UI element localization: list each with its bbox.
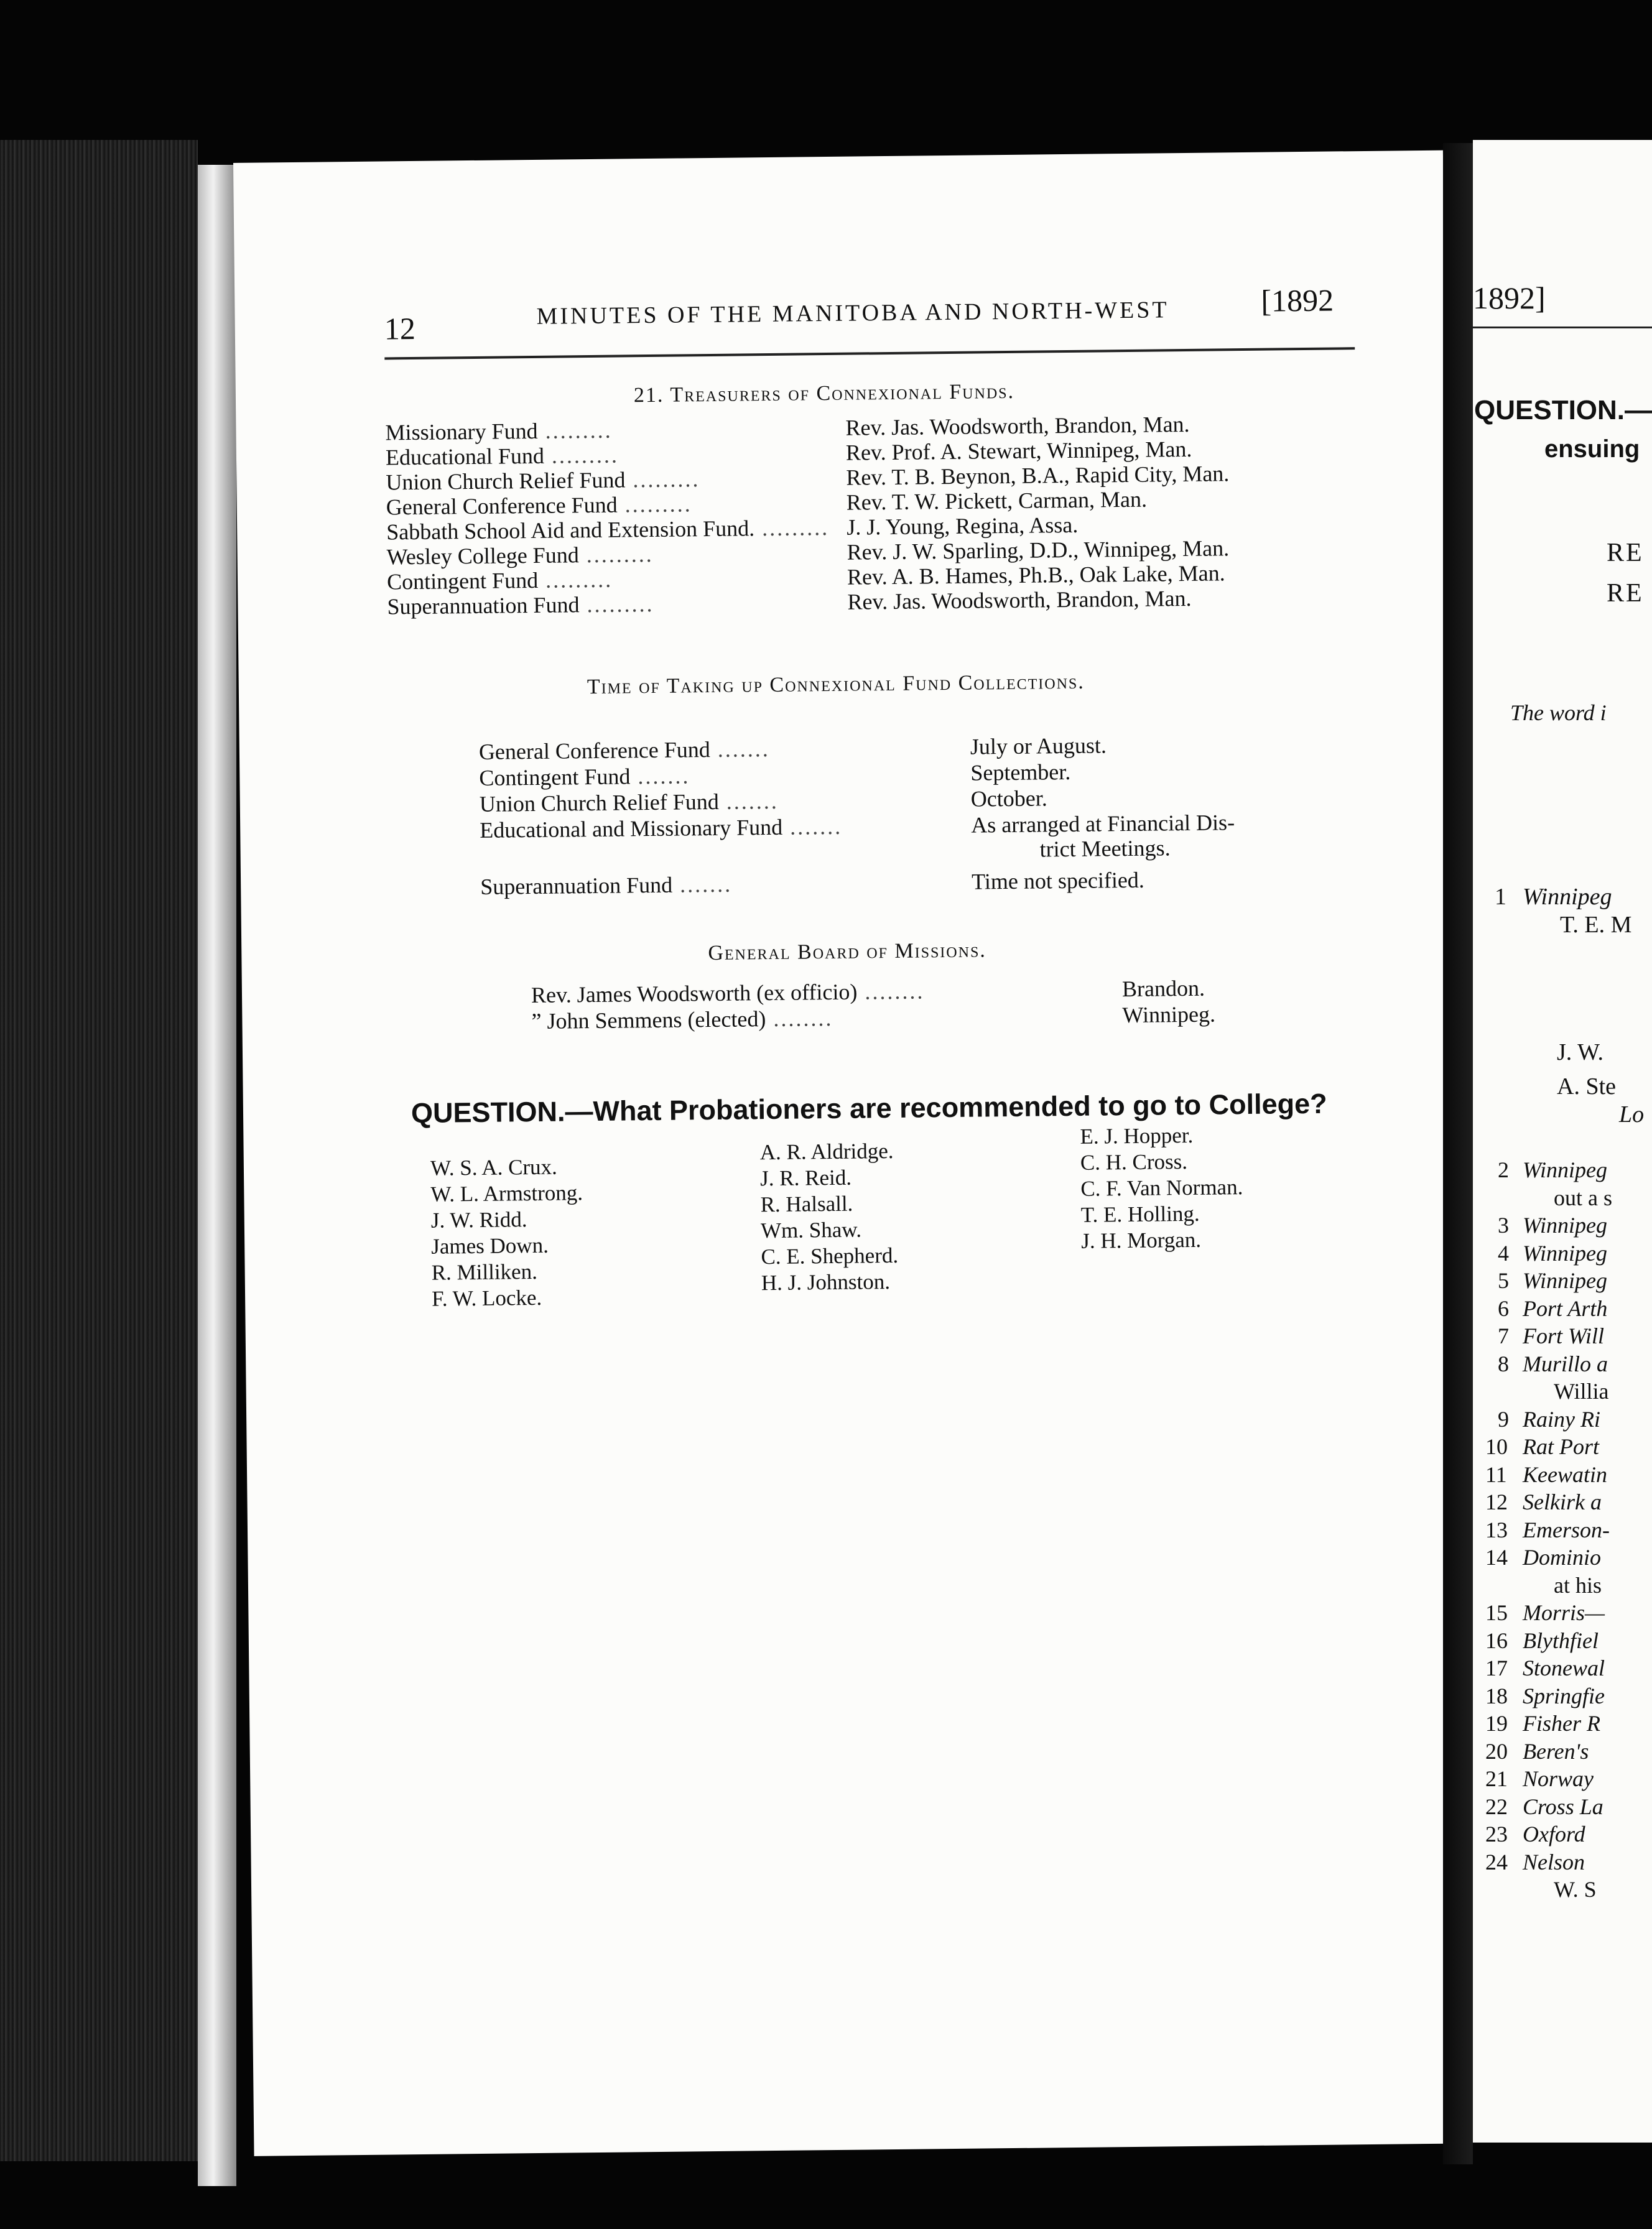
leader-dots: ......... <box>537 567 613 593</box>
fund-name: Superannuation Fund <box>387 592 580 619</box>
collection-fund: General Conference Fund <box>478 737 710 764</box>
entry-text: Dominio <box>1523 1545 1601 1570</box>
entry-text: Fisher R <box>1523 1711 1600 1736</box>
entry-text: Springfie <box>1523 1683 1605 1708</box>
entry-text: Nelson <box>1523 1849 1585 1874</box>
entry-number: 2 <box>1498 1157 1509 1182</box>
collection-row <box>480 866 1351 898</box>
page-gutter <box>1443 143 1473 2164</box>
right-entry-1: Winnipeg <box>1523 884 1612 910</box>
entry-number: 24 <box>1485 1849 1508 1874</box>
entry-number: 6 <box>1498 1295 1509 1321</box>
entry-number: 13 <box>1485 1517 1508 1542</box>
collections-title: Time of Taking up Connexional Fund Collections. <box>587 670 1085 699</box>
header-year: [1892 <box>1261 282 1334 318</box>
leader-dots: ......... <box>754 514 830 541</box>
board-member: Rev. James Woodsworth (ex officio) <box>531 979 858 1008</box>
treasurer-name: Rev. T. W. Pickett, Carman, Man. <box>846 486 1148 515</box>
right-year: 1892] <box>1473 280 1546 315</box>
treasurer-name: Rev. A. B. Hames, Ph.B., Oak Lake, Man. <box>847 560 1225 590</box>
fund-name: Wesley College Fund <box>386 542 579 570</box>
collection-time: Time not specified. <box>971 867 1145 894</box>
entry-number: 23 <box>1485 1822 1508 1847</box>
probationer-name: R. Milliken. <box>431 1259 538 1285</box>
entry-text: Cross La <box>1523 1794 1603 1819</box>
board-title: General Board of Missions. <box>708 938 987 965</box>
collection-fund: Union Church Relief Fund <box>479 789 719 817</box>
entry-number: 7 <box>1498 1323 1509 1348</box>
entry-number: 20 <box>1485 1738 1508 1764</box>
entry-number: 18 <box>1485 1683 1508 1708</box>
entry-number: 9 <box>1498 1406 1509 1432</box>
entry-number: 22 <box>1485 1794 1508 1819</box>
fund-name: Union Church Relief Fund <box>386 467 626 495</box>
right-page <box>1473 140 1652 2143</box>
entry-number: 5 <box>1498 1268 1509 1293</box>
entry-text: Winnipeg <box>1523 1213 1607 1238</box>
entry-text: Stonewal <box>1523 1656 1605 1680</box>
leader-dots: ....... <box>710 736 770 762</box>
entry-number: 17 <box>1485 1656 1508 1680</box>
treasurer-name: Rev. J. W. Sparling, D.D., Winnipeg, Man. <box>847 535 1230 565</box>
board-member: ” John Semmens (elected) <box>531 1006 766 1034</box>
treasurer-name: J. J. Young, Regina, Assa. <box>846 512 1079 540</box>
leader-dots: ....... <box>672 871 733 897</box>
entry-text: Winnipeg <box>1523 1240 1607 1266</box>
leader-dots: ......... <box>579 591 654 618</box>
entry-text: out a s <box>1554 1185 1612 1210</box>
right-ast: A. Ste <box>1557 1073 1616 1100</box>
right-ensuing: ensuing <box>1544 435 1640 463</box>
entry-number: 19 <box>1485 1711 1508 1736</box>
question-heading: QUESTION.—What Probationers are recommended to go to College? <box>411 1087 1327 1129</box>
probationer-name: H. J. Johnston. <box>761 1269 891 1295</box>
leader-dots: ......... <box>625 466 700 493</box>
entry-text: Winnipeg <box>1523 1157 1607 1182</box>
leader-dots: ........ <box>857 978 925 1004</box>
leader-dots: ......... <box>544 442 620 468</box>
probationer-name: T. E. Holling. <box>1080 1201 1200 1227</box>
probationer-name: W. S. A. Crux. <box>430 1154 558 1180</box>
collection-time: October. <box>970 785 1047 812</box>
right-question: QUESTION.— <box>1474 395 1652 425</box>
entry-text: W. S <box>1554 1877 1597 1902</box>
running-head: MINUTES OF THE MANITOBA AND NORTH-WEST <box>536 297 1169 330</box>
entry-number: 3 <box>1498 1213 1509 1238</box>
entry-text: Emerson- <box>1523 1517 1610 1542</box>
leader-dots: ......... <box>617 491 692 517</box>
probationer-name: R. Halsall. <box>760 1191 853 1217</box>
fund-name: Educational Fund <box>385 443 545 470</box>
probationer-name: E. J. Hopper. <box>1080 1123 1194 1149</box>
leader-dots: ....... <box>718 788 779 814</box>
entry-text: Murillo a <box>1523 1351 1608 1376</box>
probationer-name: F. W. Locke. <box>431 1285 542 1311</box>
entry-number: 4 <box>1498 1240 1509 1266</box>
treasurer-name: Rev. Jas. Woodsworth, Brandon, Man. <box>847 585 1192 614</box>
collection-row <box>479 731 1350 763</box>
right-header-rule <box>1473 327 1652 328</box>
entry-text: Rainy Ri <box>1523 1406 1600 1432</box>
right-re-1: RE <box>1607 539 1644 567</box>
entry-text: at his <box>1554 1572 1602 1598</box>
entry-text: Selkirk a <box>1523 1490 1602 1514</box>
right-italic-note: The word i <box>1510 700 1607 725</box>
collection-fund: Superannuation Fund <box>480 872 673 899</box>
treasurer-name: Rev. Prof. A. Stewart, Winnipeg, Man. <box>845 436 1192 465</box>
collection-fund: Educational and Missionary Fund <box>480 814 783 843</box>
entry-number: 12 <box>1485 1490 1508 1514</box>
leader-dots: ....... <box>630 763 690 789</box>
right-re-2: RE <box>1607 579 1644 608</box>
left-page <box>233 151 1464 2156</box>
collection-time: As arranged at Financial Dis- <box>971 810 1235 838</box>
entry-text: Morris— <box>1523 1600 1605 1625</box>
leader-dots: ........ <box>766 1005 833 1032</box>
treasurers-title: 21. Treasurers of Connexional Funds. <box>633 379 1015 407</box>
right-lo: Lo <box>1619 1101 1645 1128</box>
treasurer-name: Rev. T. B. Beynon, B.A., Rapid City, Man. <box>846 461 1230 490</box>
entry-number: 15 <box>1485 1600 1508 1625</box>
collection-time: July or August. <box>970 733 1107 759</box>
probationer-name: Wm. Shaw. <box>760 1217 862 1243</box>
right-jw: J. W. <box>1557 1039 1603 1065</box>
entry-text: Norway <box>1523 1766 1594 1791</box>
board-row <box>531 1002 1278 1032</box>
header-rule <box>384 347 1355 359</box>
collection-time-cont: trict Meetings. <box>1039 835 1171 862</box>
entry-text: Blythfiel <box>1523 1628 1599 1653</box>
probationer-name: C. H. Cross. <box>1080 1149 1188 1175</box>
binding-edge <box>198 165 236 2186</box>
fund-name: General Conference Fund <box>386 492 618 520</box>
probationer-name: A. R. Aldridge. <box>759 1138 894 1165</box>
probationer-name: James Down. <box>431 1233 549 1259</box>
right-entry-1-sub: T. E. M <box>1560 912 1632 938</box>
probationer-name: C. F. Van Norman. <box>1080 1175 1243 1201</box>
leader-dots: ....... <box>782 813 843 840</box>
treasurer-name: Rev. Jas. Woodsworth, Brandon, Man. <box>845 411 1190 440</box>
entry-text: Port Arth <box>1523 1295 1608 1321</box>
entry-text: Oxford <box>1523 1822 1585 1847</box>
entry-text: Fort Will <box>1523 1323 1605 1348</box>
entry-number: 8 <box>1498 1351 1509 1376</box>
probationer-name: J. R. Reid. <box>759 1165 852 1191</box>
entry-number: 10 <box>1485 1434 1508 1459</box>
fund-name: Missionary Fund <box>385 418 538 445</box>
entry-text: Beren's <box>1523 1738 1589 1764</box>
entry-text: Winnipeg <box>1523 1268 1607 1293</box>
entry-number: 11 <box>1485 1462 1507 1487</box>
entry-text: Keewatin <box>1523 1462 1607 1487</box>
entry-text: Rat Port <box>1523 1434 1599 1459</box>
probationer-name: J. H. Morgan. <box>1081 1227 1202 1253</box>
collection-time: September. <box>970 759 1071 785</box>
collection-fund: Contingent Fund <box>479 764 631 790</box>
leader-dots: ......... <box>578 541 654 568</box>
fund-name: Sabbath School Aid and Extension Fund. <box>386 516 755 545</box>
entry-number: 14 <box>1485 1545 1508 1570</box>
entry-number: 16 <box>1485 1628 1508 1653</box>
entry-text: Willia <box>1554 1379 1609 1404</box>
book-spine <box>0 140 198 2161</box>
leader-dots: ......... <box>537 417 613 443</box>
right-entry-1-num: 1 <box>1495 884 1506 910</box>
probationer-name: W. L. Armstrong. <box>430 1180 583 1207</box>
probationer-name: J. W. Ridd. <box>430 1207 527 1233</box>
fund-name: Contingent Fund <box>386 567 539 595</box>
probationer-name: C. E. Shepherd. <box>761 1243 899 1269</box>
page-number: 12 <box>384 310 416 346</box>
board-place: Winnipeg. <box>1122 1001 1216 1028</box>
entry-number: 21 <box>1485 1766 1508 1791</box>
board-place: Brandon. <box>1121 975 1205 1002</box>
